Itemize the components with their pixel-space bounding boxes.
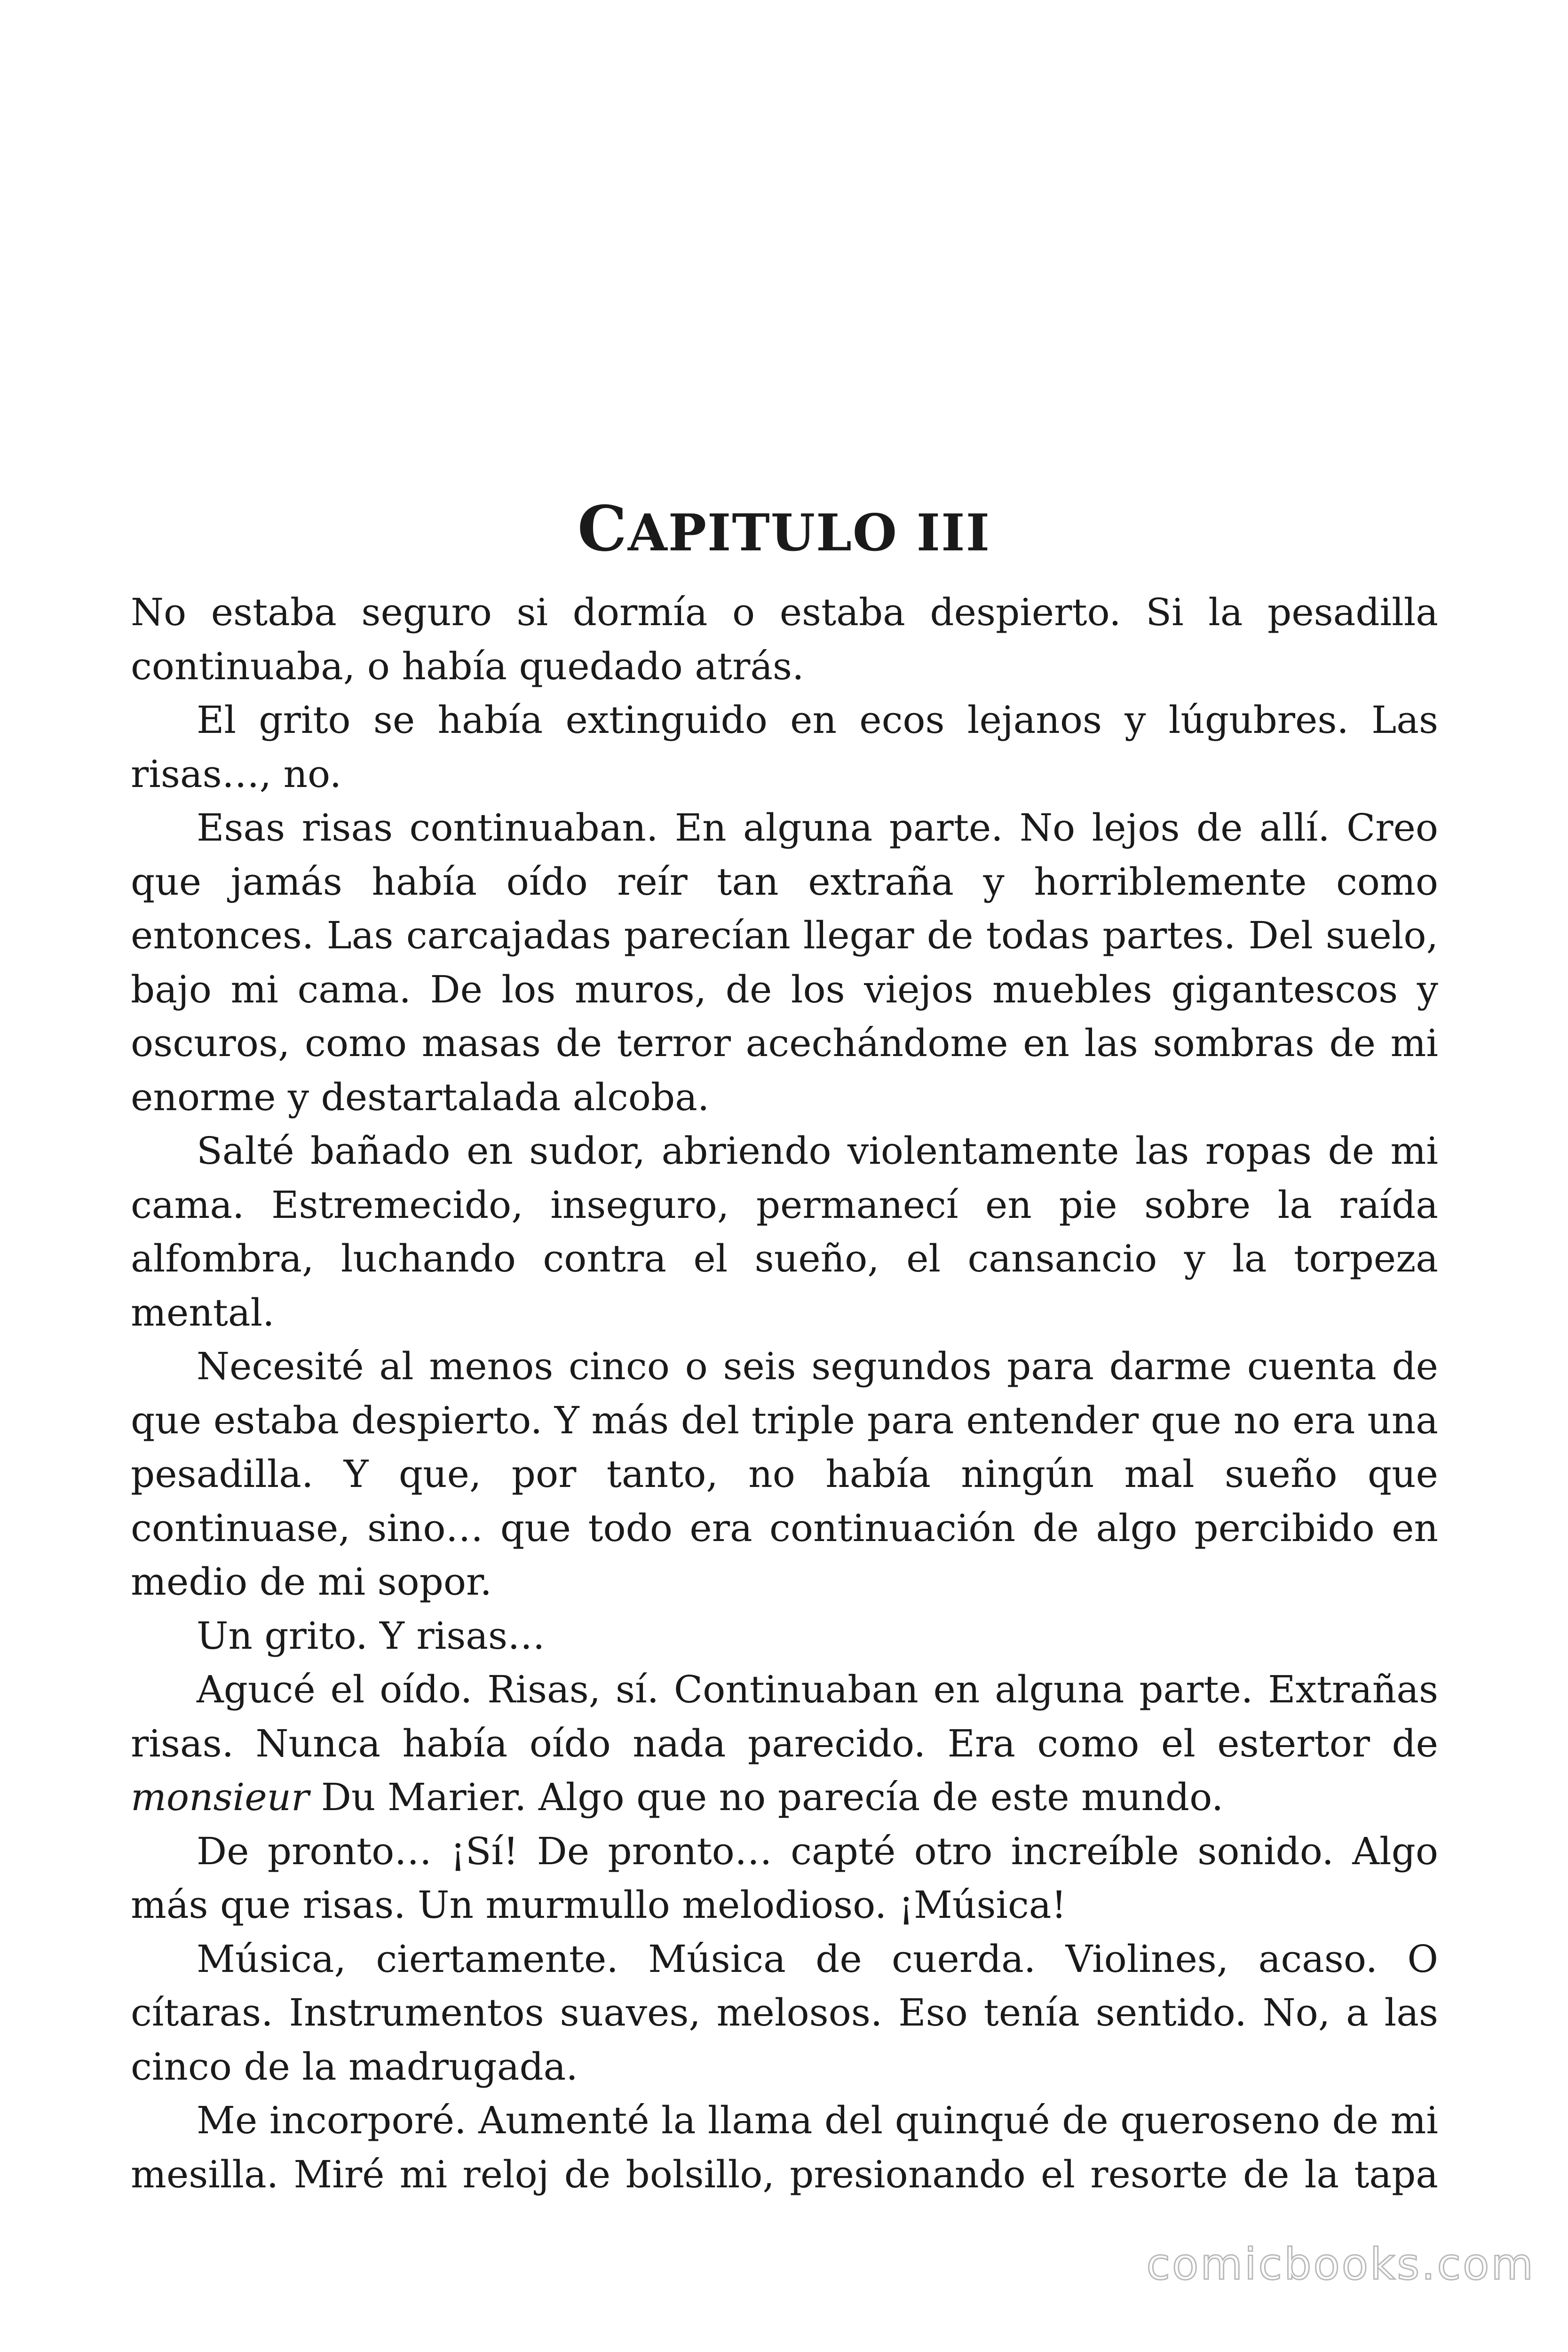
italic-word: monsieur — [131, 1775, 309, 1819]
paragraph: Salté bañado en sudor, abriendo violentamente las ropas de mi cama. Estremecido, inseguro, permanecí en pie sobre la raída alfombra, luchando contra el sueño, el cansancio y la torpeza mental. — [131, 1129, 1438, 1335]
chapter-body — [131, 586, 1438, 2201]
paragraph: Agucé el oído. Risas, sí. Continuaban en alguna parte. Extrañas risas. Nunca había oído nada parecido. Era como el estertor de monsieur Du Marier. Algo que no parecía de este mundo. — [131, 1668, 1438, 1819]
paragraph: Un grito. Y risas… — [197, 1613, 546, 1658]
paragraph: No estaba seguro si dormía o estaba despierto. Si la pesadilla continuaba, o había quedado atrás. — [131, 590, 1438, 688]
chapter-title — [0, 493, 1568, 565]
paragraph: Música, ciertamente. Música de cuerda. Violines, acaso. O cítaras. Instrumentos suaves, melosos. Eso tenía sentido. No, a las cinco de la madrugada. — [131, 1937, 1438, 2089]
paragraph: Esas risas continuaban. En alguna parte. No lejos de allí. Creo que jamás había oído reír tan extraña y horriblemente como entonces. Las carcajadas parecían llegar de todas partes. Del suelo, bajo mi cama. De los muros, de los viejos muebles gigantescos y oscuros, como masas de terror acechándome en las sombras de mi enorme y destartalada alcoba. — [131, 806, 1438, 1119]
chapter-title-initial: C — [577, 493, 628, 566]
paragraph: De pronto… ¡Sí! De pronto… capté otro increíble sonido. Algo más que risas. Un murmullo melodioso. ¡Música! — [131, 1829, 1438, 1927]
paragraph: Necesité al menos cinco o seis segundos para darme cuenta de que estaba despierto. Y más del triple para entender que no era una pesadilla. Y que, por tanto, no había ningún mal sueño que continuase, sino… que todo era continuación de algo percibido en medio de mi sopor. — [131, 1344, 1438, 1604]
paragraph: El grito se había extinguido en ecos lejanos y lúgubres. Las risas…, no. — [131, 698, 1438, 796]
watermark-logo: comicbooks.com — [1146, 2239, 1535, 2289]
chapter-title-rest: APITULO III — [627, 503, 991, 563]
paragraph: Me incorporé. Aumenté la llama del quinqué de queroseno de mi mesilla. Miré mi reloj de bolsillo, presionando el resorte de la tapa — [131, 2098, 1438, 2196]
